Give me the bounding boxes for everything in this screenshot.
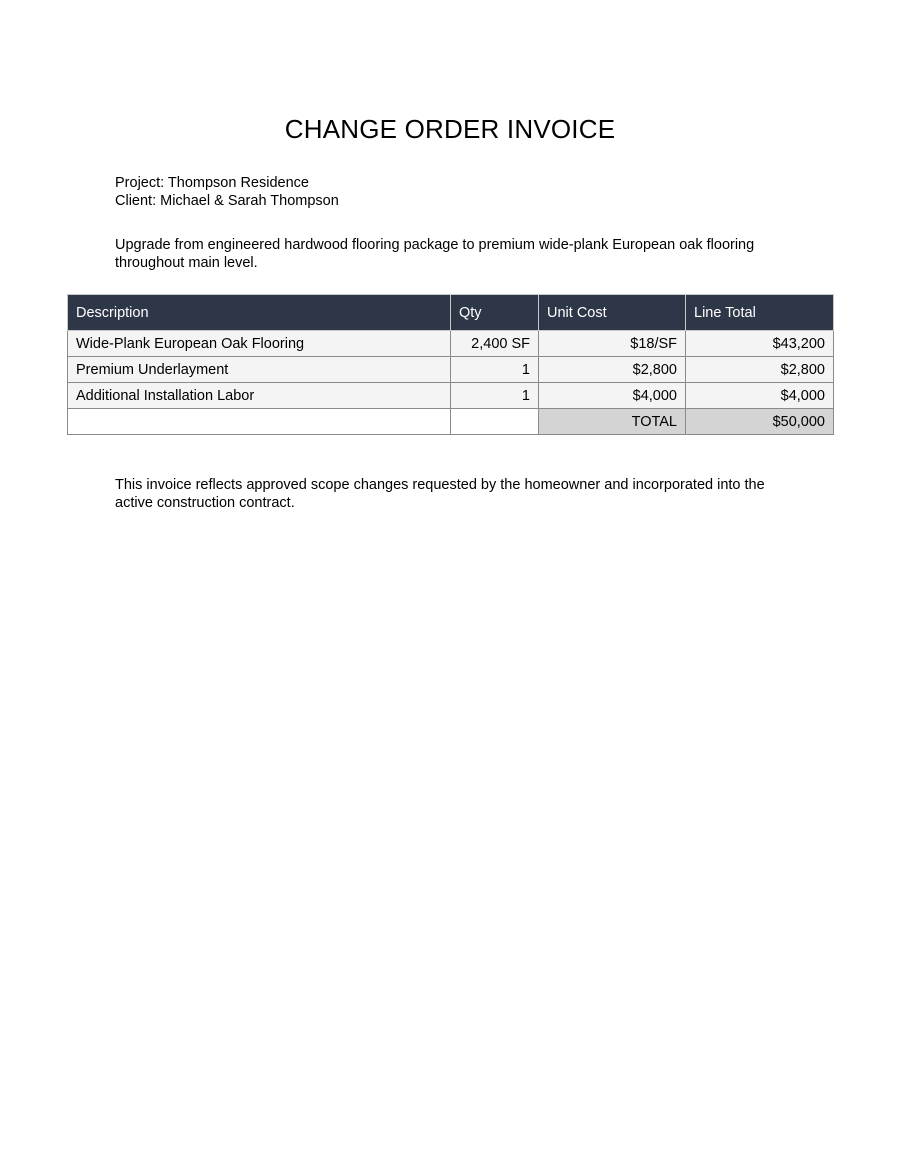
cell-line-total: $2,800 <box>686 357 834 383</box>
header-line-total: Line Total <box>686 295 834 331</box>
document-title: CHANGE ORDER INVOICE <box>284 114 616 144</box>
project-info <box>115 174 339 210</box>
table-row <box>68 331 834 357</box>
project-line: Project: Thompson Residence <box>115 175 309 191</box>
client-line: Client: Michael & Sarah Thompson <box>115 193 339 209</box>
header-qty: Qty <box>451 295 539 331</box>
table-row <box>68 383 834 409</box>
line-items-table <box>67 294 834 435</box>
cell-qty: 1 <box>451 383 539 409</box>
cell-description: Wide-Plank European Oak Flooring <box>68 331 451 357</box>
cell-unit-cost: $18/SF <box>539 331 686 357</box>
table-row <box>68 357 834 383</box>
header-unit-cost: Unit Cost <box>539 295 686 331</box>
cell-unit-cost: $2,800 <box>539 357 686 383</box>
cell-qty: 1 <box>451 357 539 383</box>
total-value: $50,000 <box>686 409 834 435</box>
cell-description: Additional Installation Labor <box>68 383 451 409</box>
cell-line-total: $4,000 <box>686 383 834 409</box>
total-blank-qty <box>451 409 539 435</box>
header-description: Description <box>68 295 451 331</box>
change-summary: Upgrade from engineered hardwood flooring package to premium wide-plank European oak flooring throughout main level. <box>115 237 755 271</box>
cell-line-total: $43,200 <box>686 331 834 357</box>
total-blank-description <box>68 409 451 435</box>
total-row <box>68 409 834 435</box>
cell-description: Premium Underlayment <box>68 357 451 383</box>
table-header-row <box>68 295 834 331</box>
total-label: TOTAL <box>539 409 686 435</box>
cell-unit-cost: $4,000 <box>539 383 686 409</box>
invoice-note: This invoice reflects approved scope changes requested by the homeowner and incorporated into the active construction contract. <box>115 477 765 511</box>
cell-qty: 2,400 SF <box>451 331 539 357</box>
